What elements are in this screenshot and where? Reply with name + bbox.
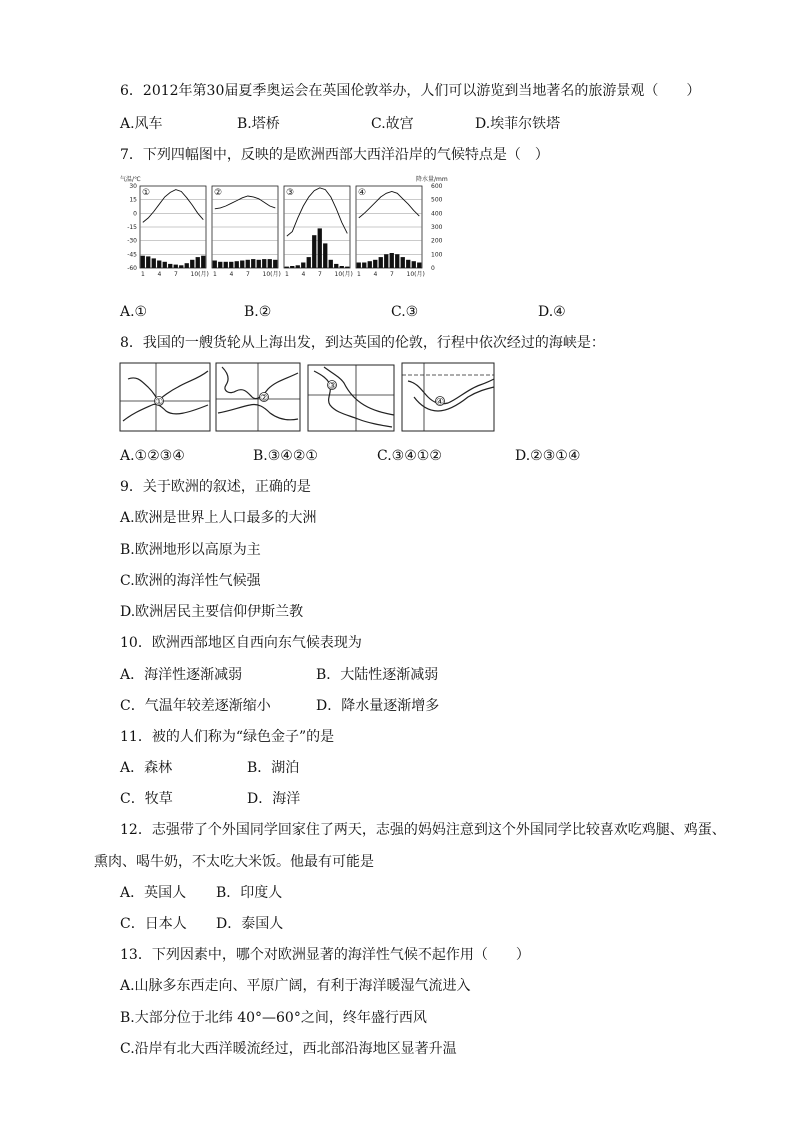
temperature-curve (359, 192, 420, 218)
temperature-tick-label: 0 (133, 210, 137, 218)
temperature-tick-label: -60 (127, 265, 137, 272)
precipitation-bar (390, 253, 394, 268)
precipitation-bar (323, 243, 327, 268)
question-6-option-a[interactable]: A.风车 (120, 116, 163, 132)
question-8-option-c[interactable]: C.③④①② (377, 448, 442, 464)
temperature-curve (287, 188, 348, 236)
question-13-option-c[interactable]: C.沿岸有北大西洋暖流经过，西北部沿海地区显著升温 (120, 1041, 457, 1057)
question-7-option-a[interactable]: A.① (120, 304, 148, 320)
precipitation-bar (417, 263, 421, 269)
temperature-tick-label: 15 (129, 196, 137, 204)
question-12-text: 12．志强带了个外国同学回家住了两天，志强的妈妈注意到这个外国同学比较喜欢吃鸡腿、鸡蛋、 (120, 822, 726, 838)
question-8-option-b[interactable]: B.③④②① (253, 448, 318, 464)
precipitation-bar (218, 262, 222, 268)
temperature-ticks (127, 183, 137, 272)
straits-maps-svg (118, 361, 498, 433)
precipitation-axis-label: 降水量/mm (416, 176, 448, 183)
temperature-axis-label: 气温/℃ (120, 176, 141, 183)
precipitation-bar (157, 261, 161, 269)
precipitation-bar (345, 267, 349, 268)
month-tick-label: 10(月) (334, 271, 353, 278)
question-7-text: 7．下列四幅图中，反映的是欧洲西部大西洋沿岸的气候特点是（ ） (120, 147, 549, 163)
month-tick-label: 7 (246, 271, 250, 278)
precipitation-bar (201, 256, 205, 268)
month-tick-label: 1 (357, 271, 361, 278)
precipitation-bar (257, 260, 261, 268)
question-12-option-a[interactable]: A．英国人 (120, 885, 187, 901)
precipitation-tick-label: 400 (431, 210, 443, 218)
question-10-option-c[interactable]: C．气温年较差逐渐缩小 (120, 698, 271, 714)
question-13-text: 13．下列因素中，哪个对欧洲显著的海洋性气候不起作用（ ） (120, 947, 530, 963)
precipitation-tick-label: 200 (431, 237, 443, 245)
question-12-option-d[interactable]: D．泰国人 (216, 916, 284, 932)
climate-panel-2 (212, 186, 281, 278)
month-tick-label: 1 (285, 271, 289, 278)
question-7-option-c[interactable]: C.③ (391, 304, 419, 320)
question-9-option-b[interactable]: B.欧洲地形以高原为主 (120, 542, 261, 558)
question-10-option-b[interactable]: B．大陆性逐渐减弱 (316, 667, 439, 683)
climate-panel-label: ② (214, 188, 223, 198)
precipitation-bar (362, 263, 366, 269)
temperature-curve (215, 196, 275, 209)
question-13-option-a[interactable]: A.山脉多东西走向、平原广阔，有利于海洋暖湿气流进入 (120, 978, 471, 994)
precipitation-bar (251, 259, 255, 268)
precipitation-ticks (431, 183, 443, 272)
precipitation-bar (168, 264, 172, 268)
month-tick-label: 10(月) (262, 271, 281, 278)
precipitation-bar (213, 261, 217, 269)
precipitation-tick-label: 300 (431, 224, 443, 231)
precipitation-bar (379, 257, 383, 268)
question-11-option-d[interactable]: D．海洋 (247, 791, 301, 807)
precipitation-bar (357, 263, 361, 269)
question-8-option-d[interactable]: D.②③①④ (515, 448, 581, 464)
question-11-option-b[interactable]: B．湖泊 (247, 760, 300, 776)
precipitation-bar (229, 262, 233, 268)
straits-maps-figure (118, 361, 498, 433)
precipitation-bar (179, 265, 183, 268)
question-7-option-d[interactable]: D.④ (538, 304, 566, 320)
month-tick-label: 4 (157, 271, 162, 278)
precipitation-bar (307, 257, 311, 268)
precipitation-bar (262, 259, 266, 268)
strait-label-1: ① (154, 397, 164, 408)
question-13-option-b[interactable]: B.大部分位于北纬 40°—60°之间，终年盛行西风 (120, 1010, 427, 1026)
temperature-curve (143, 190, 204, 223)
precipitation-bar (312, 235, 316, 268)
precipitation-bar (340, 266, 344, 268)
temperature-tick-label: -45 (127, 251, 137, 259)
precipitation-tick-label: 0 (431, 265, 435, 272)
question-6-option-d[interactable]: D.埃菲尔铁塔 (475, 116, 561, 132)
precipitation-bar (285, 267, 289, 268)
precipitation-bar (268, 259, 272, 268)
strait-map-2 (216, 363, 300, 431)
precipitation-bar (196, 257, 200, 268)
question-10-option-d[interactable]: D．降水量逐渐增多 (316, 698, 440, 714)
precipitation-bar (185, 263, 189, 268)
precipitation-bar (296, 265, 300, 268)
precipitation-bar (224, 262, 228, 268)
question-6-option-c[interactable]: C.故宫 (371, 116, 414, 132)
precipitation-bar (334, 264, 338, 268)
temperature-tick-label: -30 (127, 237, 137, 245)
month-tick-label: 7 (390, 271, 394, 278)
precipitation-bar (146, 256, 150, 268)
precipitation-bar (329, 260, 333, 268)
question-11-text: 11．被的人们称为“绿色金子”的是 (120, 729, 335, 745)
precipitation-bar (395, 254, 399, 268)
precipitation-bar (412, 261, 416, 268)
precipitation-bar (318, 228, 322, 268)
precipitation-bar (190, 260, 194, 268)
question-6-text: 6．2012年第30届夏季奥运会在英国伦敦举办，人们可以游览到当地著名的旅游景观（ ） (120, 83, 701, 99)
month-tick-label: 1 (213, 271, 217, 278)
question-9-option-c[interactable]: C.欧洲的海洋性气候强 (120, 573, 261, 589)
precipitation-bar (301, 263, 305, 269)
strait-map-1 (120, 363, 210, 431)
climate-charts-svg (118, 172, 463, 284)
precipitation-bar (235, 261, 239, 268)
strait-map-3 (308, 365, 394, 431)
climate-panel-4 (356, 186, 425, 278)
month-tick-label: 4 (373, 271, 378, 278)
precipitation-bar (384, 254, 388, 268)
precipitation-tick-label: 600 (431, 183, 443, 190)
question-11-option-c[interactable]: C．牧草 (120, 791, 173, 807)
precipitation-bar (163, 262, 167, 268)
climate-charts-figure (118, 172, 463, 284)
month-tick-label: 4 (229, 271, 234, 278)
precipitation-bar (141, 256, 145, 268)
temperature-tick-label: -15 (127, 224, 137, 231)
month-tick-label: 7 (174, 271, 178, 278)
climate-panel-label: ① (142, 188, 151, 198)
strait-label-2: ② (259, 393, 269, 404)
climate-panel-label: ④ (358, 188, 367, 198)
question-9-option-d[interactable]: D.欧洲居民主要信仰伊斯兰教 (120, 604, 304, 620)
precipitation-bar (174, 265, 178, 268)
precipitation-bar (373, 260, 377, 268)
question-7-option-b[interactable]: B.② (244, 304, 272, 320)
precipitation-bar (240, 261, 244, 269)
precipitation-bar (273, 260, 277, 268)
temperature-tick-label: 30 (129, 183, 137, 190)
precipitation-bar (152, 258, 156, 268)
precipitation-tick-label: 100 (431, 251, 443, 259)
climate-panel-3 (284, 186, 353, 278)
month-tick-label: 1 (141, 271, 145, 278)
question-12-text-continued: 熏肉、喝牛奶，不太吃大米饭。他最有可能是 (94, 854, 374, 870)
question-12-option-c[interactable]: C．日本人 (120, 916, 187, 932)
month-tick-label: 10(月) (190, 271, 209, 278)
strait-label-3: ③ (327, 381, 337, 392)
question-11-option-a[interactable]: A．森林 (120, 760, 173, 776)
climate-panel-1 (140, 186, 209, 278)
question-10-text: 10．欧洲西部地区自西向东气候表现为 (120, 635, 362, 651)
precipitation-bar (406, 260, 410, 268)
precipitation-bar (290, 266, 294, 268)
month-tick-label: 10(月) (406, 271, 425, 278)
climate-panel-label: ③ (286, 188, 295, 198)
question-9-text: 9．关于欧洲的叙述，正确的是 (120, 479, 311, 495)
precipitation-bar (246, 260, 250, 268)
question-10-option-a[interactable]: A．海洋性逐渐减弱 (120, 667, 243, 683)
climate-panels (140, 186, 425, 278)
precipitation-bar (368, 261, 372, 268)
question-12-option-b[interactable]: B．印度人 (216, 885, 283, 901)
question-9-option-a[interactable]: A.欧洲是世界上人口最多的大洲 (120, 510, 317, 526)
question-8-option-a[interactable]: A.①②③④ (120, 448, 185, 464)
question-8-text: 8．我国的一艘货轮从上海出发，到达英国的伦敦，行程中依次经过的海峡是： (120, 335, 605, 351)
strait-map-4 (402, 363, 494, 431)
month-tick-label: 7 (318, 271, 322, 278)
strait-label-4: ④ (435, 397, 445, 408)
precipitation-tick-label: 500 (431, 196, 443, 204)
precipitation-bar (401, 257, 405, 268)
month-tick-label: 4 (301, 271, 306, 278)
question-6-option-b[interactable]: B.塔桥 (237, 116, 280, 132)
